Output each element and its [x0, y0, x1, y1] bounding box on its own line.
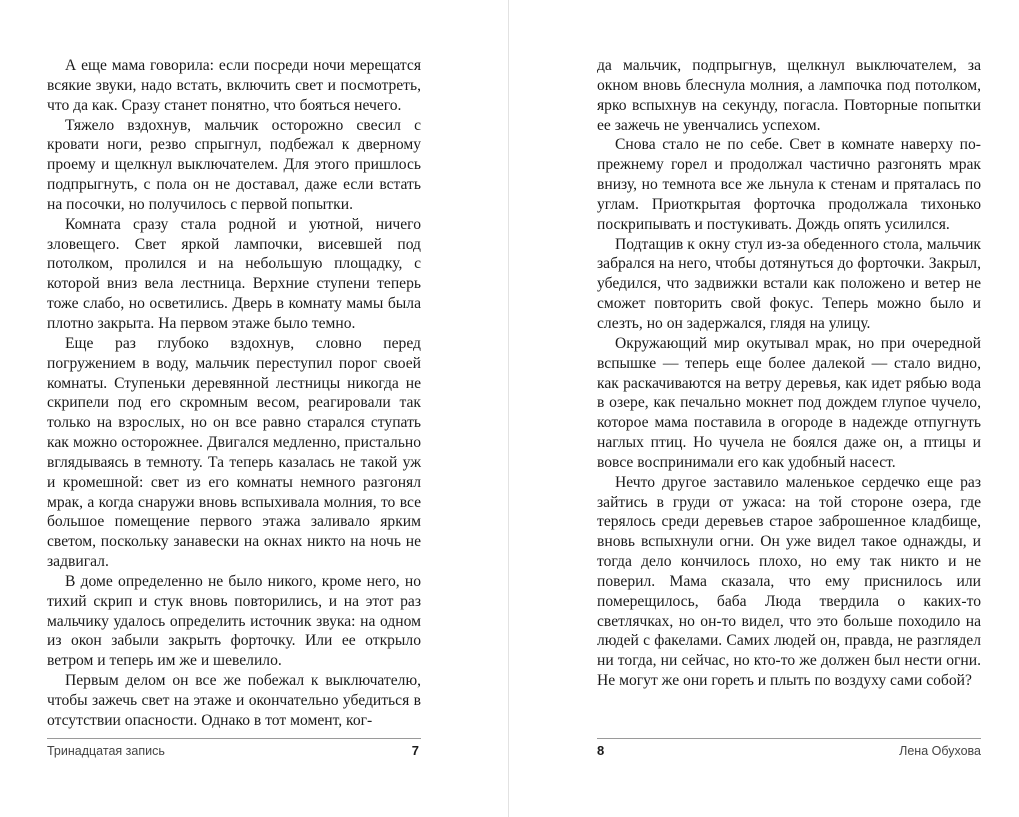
paragraph: Нечто другое заставило маленькое сердечко еще раз зайтись в груди от ужаса: на той стороне озера, где терялось среди деревьев старое заброшенное кладбище, вновь вспыхнули огни. Он уже видел такое однажды, и тогда дело кончилось плохо, но ему так никто и не поверил. Мама сказала, что ему приснилось или померещилось, баба Люда твердила о каких-то светлячках, но он-то видел, что это больше походило на людей с факелами. Самих людей он, правда, не разглядел ни тогда, ни сейчас, но кто-то же должен был нести огни. Не могут же они гореть и плыть по воздуху сами собой? — [597, 473, 981, 690]
paragraph: А еще мама говорила: если посреди ночи мерещатся всякие звуки, надо встать, включить свет и посмотреть, что да как. Сразу станет понятно, что бояться нечего. — [47, 57, 421, 114]
right-page-text — [597, 56, 981, 691]
page-number: 8 — [597, 743, 605, 758]
right-page — [509, 0, 1019, 817]
paragraph: Подтащив к окну стул из-за обеденного стола, мальчик забрался на него, чтобы дотянуться до форточки. Закрыл, убедился, что задвижки встали как положено и ветер не сможет повторить свой фокус. Теперь можно было и слезть, но он задержался, глядя на улицу. — [597, 235, 981, 332]
paragraph: Еще раз глубоко вздохнув, словно перед погружением в воду, мальчик переступил порог своей комнаты. Ступеньки деревянной лестницы никогда не скрипели под его скромным весом, реагировали так только на взрослых, но он все равно старался ступать как можно осторожнее. Двигался медленно, пристально вглядываясь в темноту. Та теперь казалась не такой уж и кромешной: свет из его комнаты немного разгонял мрак, а когда снаружи вновь вспыхивала молния, то все большое помещение первого этажа заливало ярким светом, поскольку занавески на окнах никто на ночь не задвигал. — [47, 334, 421, 571]
running-author: Лена Обухова — [899, 744, 981, 758]
page-number: 7 — [411, 743, 419, 758]
paragraph: Первым делом он все же побежал к выключателю, чтобы зажечь свет на этаже и окончательно убедиться в отсутствии опасности. Однако в тот момент, ког- — [47, 672, 421, 729]
paragraph: Тяжело вздохнув, мальчик осторожно свесил с кровати ноги, резво спрыгнул, подбежал к дверному проему и щелкнул выключателем. Для этого пришлось подпрыгнуть, с пола он не доставал, даже если встать на посочки, но получилось с первой попытки. — [47, 116, 421, 213]
left-page-text — [47, 56, 421, 731]
paragraph: Снова стало не по себе. Свет в комнате наверху по-прежнему горел и продолжал частично разгонять мрак внизу, но темнота все же льнула к стенам и пряталась по углам. Приоткрытая форточка продолжала тихонько поскрипывать и постукивать. Дождь опять усилился. — [597, 136, 981, 233]
paragraph: В доме определенно не было никого, кроме него, но тихий скрип и стук вновь повторились, и на этот раз мальчику удалось определить источник звука: на одном из окон забыли закрыть форточку. Или ее открыло ветром и теперь им же и шевелило. — [47, 572, 421, 670]
paragraph: Окружающий мир окутывал мрак, но при очередной вспышке — теперь еще более далекой — стало видно, как раскачиваются на ветру деревья, как идет рябью вода в озере, как печально мокнет под дождем глупое чучело, которое мама поставила в огороде в надежде отпугнуть наглых птиц. Но чучела не боялся даже он, а птицы и вовсе воспринимали его как удобный насест. — [597, 334, 981, 471]
left-page-footer — [47, 738, 421, 763]
right-page-footer — [597, 738, 981, 763]
paragraph: Комната сразу стала родной и уютной, ничего зловещего. Свет яркой лампочки, висевшей под потолком, пролился и на небольшую площадку, с которой вниз вела лестница. Верхние ступени теперь тоже слабо, но осветились. Дверь в комнату мамы была плотно закрыта. На первом этаже было темно. — [47, 215, 421, 332]
paragraph: да мальчик, подпрыгнув, щелкнул выключателем, за окном вновь блеснула молния, а лампочка под потолком, ярко вспыхнув на секунду, погасла. Повторные попытки ее зажечь не увенчались успехом. — [597, 57, 981, 134]
left-page — [0, 0, 509, 817]
running-title: Тринадцатая запись — [47, 744, 165, 758]
